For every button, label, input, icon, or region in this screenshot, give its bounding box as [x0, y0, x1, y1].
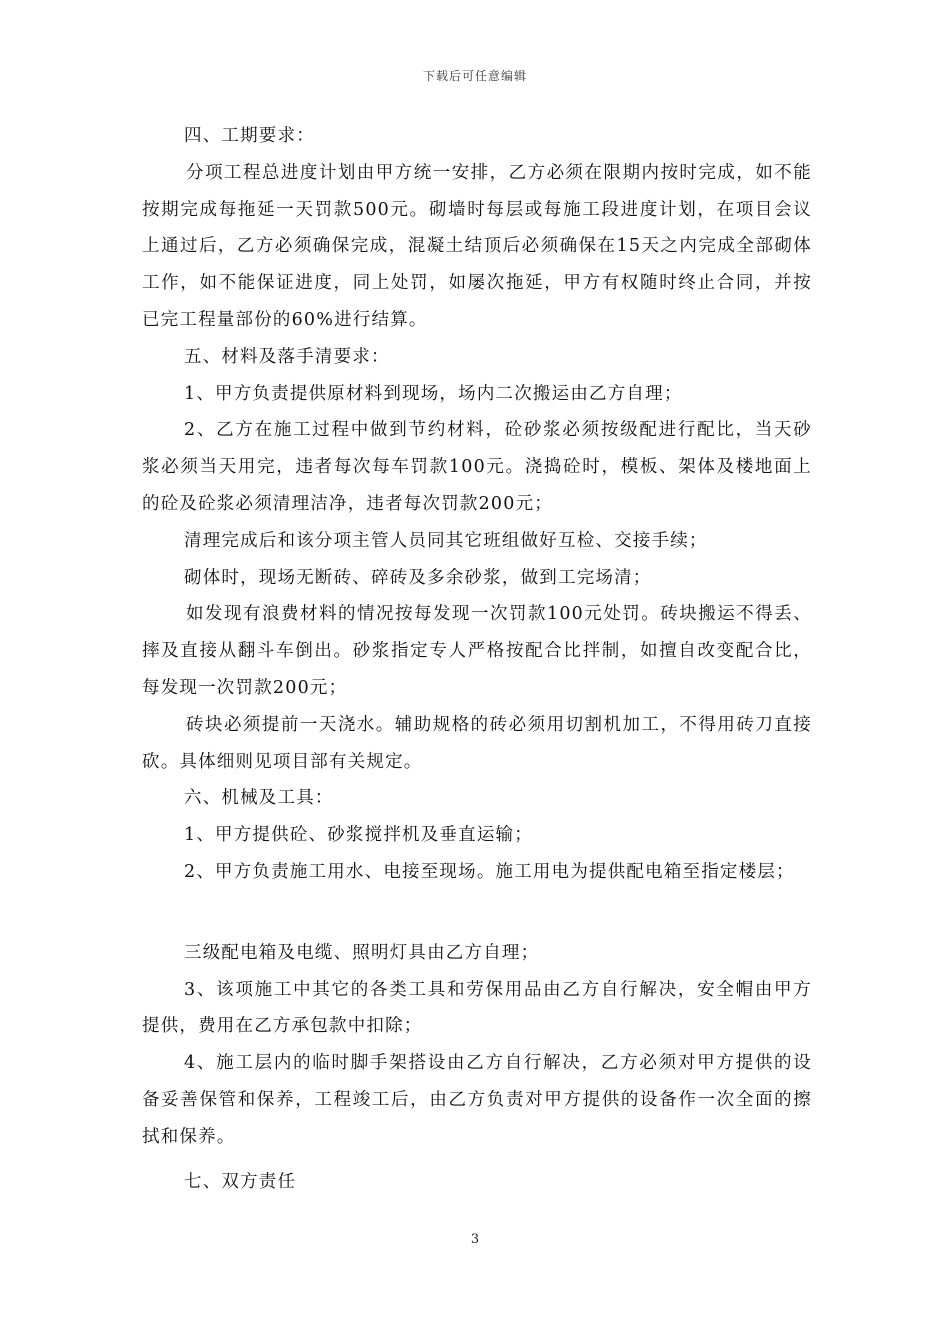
paragraph-waste-penalty: 如发现有浪费材料的情况按每发现一次罚款100元处罚。砖块搬运不得丢、摔及直接从翻斗车倒出。砂浆指定专人严格按配合比拌制，如擅自改变配合比，每发现一次罚款200元； [142, 604, 812, 698]
blank-line [142, 891, 812, 935]
paragraph-machinery-3: 3、该项施工中其它的各类工具和劳保用品由乙方自行解决，安全帽由甲方提供，费用在乙方承包款中扣除； [142, 979, 812, 1037]
paragraph-masonry: 砌体时，现场无断砖、碎砖及多余砂浆，做到工完场清； [184, 567, 652, 588]
section-heading-machinery: 六、机械及工具： [184, 788, 334, 809]
paragraph-distribution-box: 三级配电箱及电缆、照明灯具由乙方自理； [184, 942, 540, 963]
paragraph-materials-2: 2、乙方在施工过程中做到节约材料，砼砂浆必须按级配进行配比，当天砂浆必须当天用完，违者每次每车罚款100元。浇捣砼时，模板、架体及楼地面上的砼及砼浆必须清理洁净，违者每次罚款200元； [142, 420, 812, 514]
paragraph-machinery-4: 4、施工层内的临时脚手架搭设由乙方自行解决，乙方必须对甲方提供的设备妥善保管和保养，工程竣工后，由乙方负责对甲方提供的设备作一次全面的擦拭和保养。 [142, 1053, 812, 1147]
paragraph-schedule: 分项工程总进度计划由甲方统一安排，乙方必须在限期内按时完成，如不能按期完成每拖延一天罚款500元。砌墙时每层或每施工段进度计划，在项目会议上通过后，乙方必须确保完成，混凝土结顶后必须确保在15天之内完成全部砌体工作，如不能保证进度，同上处罚，如屡次拖延，甲方有权随时终止合同，并按已完工程量部份的60%进行结算。 [142, 162, 812, 330]
section-heading-materials: 五、材料及落手清要求： [184, 346, 390, 367]
document-body [142, 118, 812, 1200]
header-note: 下载后可任意编辑 [422, 69, 527, 83]
paragraph-cleanup: 清理完成后和该分项主管人员同其它班组做好互检、交接手续； [184, 530, 708, 551]
paragraph-bricks: 砖块必须提前一天浇水。辅助规格的砖必须用切割机加工，不得用砖刀直接砍。具体细则见项目部有关规定。 [142, 714, 812, 772]
paragraph-machinery-1: 1、甲方提供砼、砂浆搅拌机及垂直运输； [184, 825, 533, 846]
section-heading-schedule: 四、工期要求： [184, 126, 315, 146]
section-heading-responsibilities: 七、双方责任 [184, 1171, 297, 1192]
paragraph-materials-1: 1、甲方负责提供原材料到现场，场内二次搬运由乙方自理； [184, 383, 683, 404]
paragraph-machinery-2: 2、甲方负责施工用水、电接至现场。施工用电为提供配电箱至指定楼层； [184, 861, 795, 882]
page-number: 3 [470, 1232, 480, 1247]
